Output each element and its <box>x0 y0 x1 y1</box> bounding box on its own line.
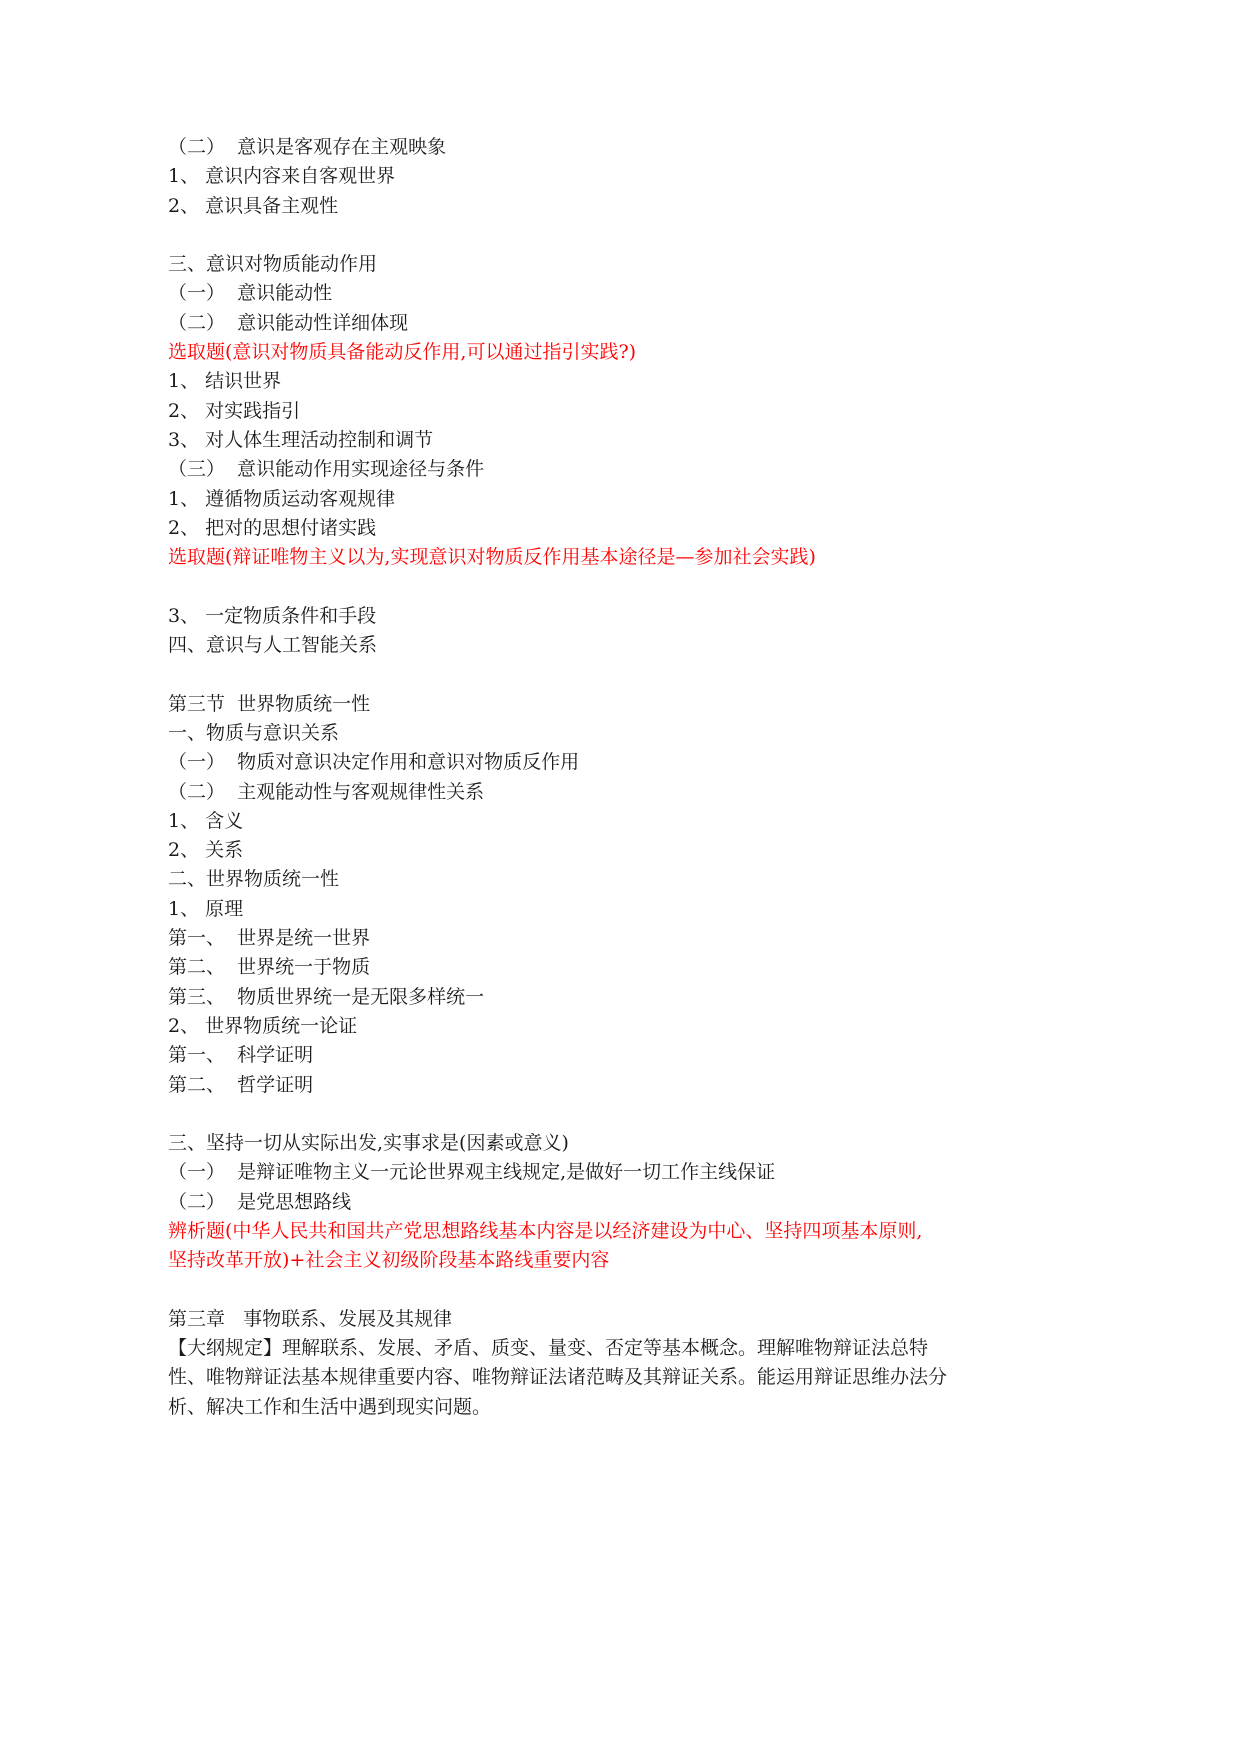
document-line: 1、 结识世界 <box>168 370 282 393</box>
document-line: （一） 物质对意识决定作用和意识对物质反作用 <box>168 751 580 774</box>
document-line: （二） 意识能动性详细体现 <box>168 311 409 334</box>
document-line: 1、 遵循物质运动客观规律 <box>168 487 396 510</box>
document-line: 第一、 世界是统一世界 <box>168 927 371 950</box>
document-line: 2、 把对的思想付诸实践 <box>168 516 377 539</box>
document-line: 3、 对人体生理活动控制和调节 <box>168 428 434 451</box>
document-line: （三） 意识能动作用实现途径与条件 <box>168 458 485 481</box>
document-line: 1、 原理 <box>168 897 244 920</box>
document-line: 四、意识与人工智能关系 <box>168 634 378 657</box>
document-line: 第一、 科学证明 <box>168 1044 314 1067</box>
document-line: （一） 意识能动性 <box>168 282 333 305</box>
blank-line <box>168 572 958 601</box>
document-line: （一） 是辩证唯物主义一元论世界观主线规定,是做好一切工作主线保证 <box>168 1161 776 1184</box>
highlighted-question-line: 辨析题(中华人民共和国共产党思想路线基本内容是以经济建设为中心、坚持四项基本原则, <box>168 1219 923 1242</box>
document-line: （二） 主观能动性与客观规律性关系 <box>168 780 485 803</box>
blank-line <box>168 660 958 689</box>
document-line: 第二、 世界统一于物质 <box>168 956 371 979</box>
document-line: 三、意识对物质能动作用 <box>168 253 378 276</box>
document-line: 一、物质与意识关系 <box>168 721 340 744</box>
document-line: 第三节 世界物质统一性 <box>168 692 371 715</box>
document-line: 第二、 哲学证明 <box>168 1073 314 1096</box>
document-line: 3、 一定物质条件和手段 <box>168 604 377 627</box>
blank-line <box>168 221 958 250</box>
document-line: （二） 是党思想路线 <box>168 1190 352 1213</box>
document-line: 第三、 物质世界统一是无限多样统一 <box>168 985 485 1008</box>
document-line: 2、 世界物质统一论证 <box>168 1014 358 1037</box>
document-line: 1、 意识内容来自客观世界 <box>168 165 396 188</box>
blank-line <box>168 1100 958 1129</box>
blank-line <box>168 1276 958 1305</box>
document-line: （二） 意识是客观存在主观映象 <box>168 136 447 158</box>
outline-paragraph: 【大纲规定】理解联系、发展、矛盾、质变、量变、否定等基本概念。理解唯物辩证法总特性、唯物辩证法基本规律重要内容、唯物辩证法诸范畴及其辩证关系。能运用辩证思维办法分析、解决工作和生活中遇到现实问题。 <box>168 1337 948 1418</box>
document-line: 2、 关系 <box>168 839 244 862</box>
highlighted-question-line: 坚持改革开放)+社会主义初级阶段基本路线重要内容 <box>168 1249 610 1272</box>
document-line: 三、坚持一切从实际出发,实事求是(因素或意义) <box>168 1132 569 1155</box>
document-line: 二、世界物质统一性 <box>168 868 340 891</box>
document-line: 2、 意识具备主观性 <box>168 194 339 217</box>
document-line: 2、 对实践指引 <box>168 399 301 422</box>
document-body <box>168 133 958 1422</box>
document-line: 第三章 事物联系、发展及其规律 <box>168 1307 453 1330</box>
highlighted-question-line: 选取题(辩证唯物主义以为,实现意识对物质反作用基本途径是—参加社会实践) <box>168 546 816 569</box>
document-line: 1、 含义 <box>168 809 244 832</box>
highlighted-question-line: 选取题(意识对物质具备能动反作用,可以通过指引实践?) <box>168 341 637 364</box>
